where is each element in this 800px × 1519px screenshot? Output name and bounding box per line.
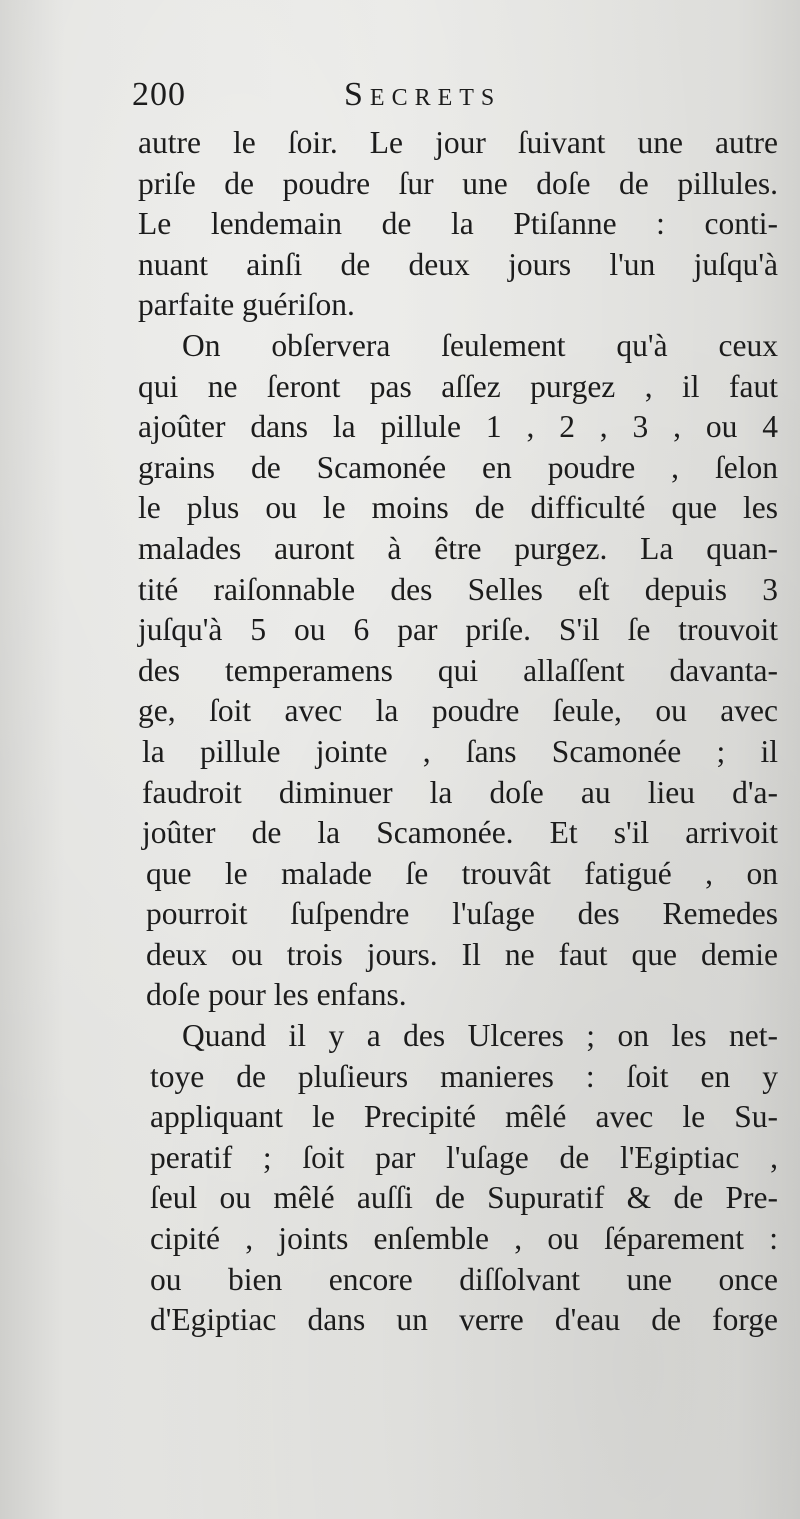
text-line: tité raiſonnable des Selles eſt depuis 3 xyxy=(138,571,778,607)
page-number: 200 xyxy=(132,76,186,113)
text-line: faudroit diminuer la doſe au lieu d'a- xyxy=(142,774,778,810)
text-line: qui ne ſeront pas aſſez purgez , il faut xyxy=(138,368,778,404)
text-line: Le lendemain de la Ptiſanne : conti- xyxy=(138,206,778,242)
text-line: doſe pour les enfans. xyxy=(146,977,407,1013)
body-text xyxy=(138,123,778,1341)
text-line: grains de Scamonée en poudre , ſelon xyxy=(138,449,778,485)
text-line: ge, ſoit avec la poudre ſeule, ou avec xyxy=(138,693,778,729)
text-line: juſqu'à 5 ou 6 par priſe. S'il ſe trouvoit xyxy=(138,612,778,648)
text-line: parfaite guériſon. xyxy=(138,287,355,323)
text-line: toye de pluſieurs manieres : ſoit en y xyxy=(150,1058,778,1094)
text-line: Quand il y a des Ulceres ; on les net- xyxy=(182,1018,778,1054)
text-line: peratif ; ſoit par l'uſage de l'Egiptiac , xyxy=(150,1139,778,1175)
text-line: le plus ou le moins de difficulté que les xyxy=(138,490,778,526)
text-line: d'Egiptiac dans un verre d'eau de forge xyxy=(150,1302,778,1338)
text-line: cipité , joints enſemble , ou ſéparement : xyxy=(150,1221,778,1257)
text-line: On obſervera ſeulement qu'à ceux xyxy=(182,327,778,363)
text-line: nuant ainſi de deux jours l'un juſqu'à xyxy=(138,246,778,282)
text-line: appliquant le Precipité mêlé avec le Su- xyxy=(150,1099,778,1135)
text-line: malades auront à être purgez. La quan- xyxy=(138,530,778,566)
text-line: priſe de poudre ſur une doſe de pillules. xyxy=(138,165,778,201)
text-line: deux ou trois jours. Il ne faut que demie xyxy=(146,936,778,972)
text-line: autre le ſoir. Le jour ſuivant une autre xyxy=(138,125,778,160)
text-line: des temperamens qui allaſſent davanta- xyxy=(138,652,778,688)
text-line: ſeul ou mêlé auſſi de Supuratif & de Pre- xyxy=(150,1180,778,1216)
text-line: ajoûter dans la pillule 1 , 2 , 3 , ou 4 xyxy=(138,409,778,445)
running-head xyxy=(132,76,772,126)
text-line: la pillule jointe , ſans Scamonée ; il xyxy=(142,733,778,769)
text-line: joûter de la Scamonée. Et s'il arrivoit xyxy=(142,815,778,851)
text-line: ou bien encore diſſolvant une once xyxy=(150,1261,778,1297)
running-title: Secrets xyxy=(344,76,502,113)
text-line: pourroit ſuſpendre l'uſage des Remedes xyxy=(146,896,778,932)
text-line: que le malade ſe trouvât fatigué , on xyxy=(146,855,778,891)
